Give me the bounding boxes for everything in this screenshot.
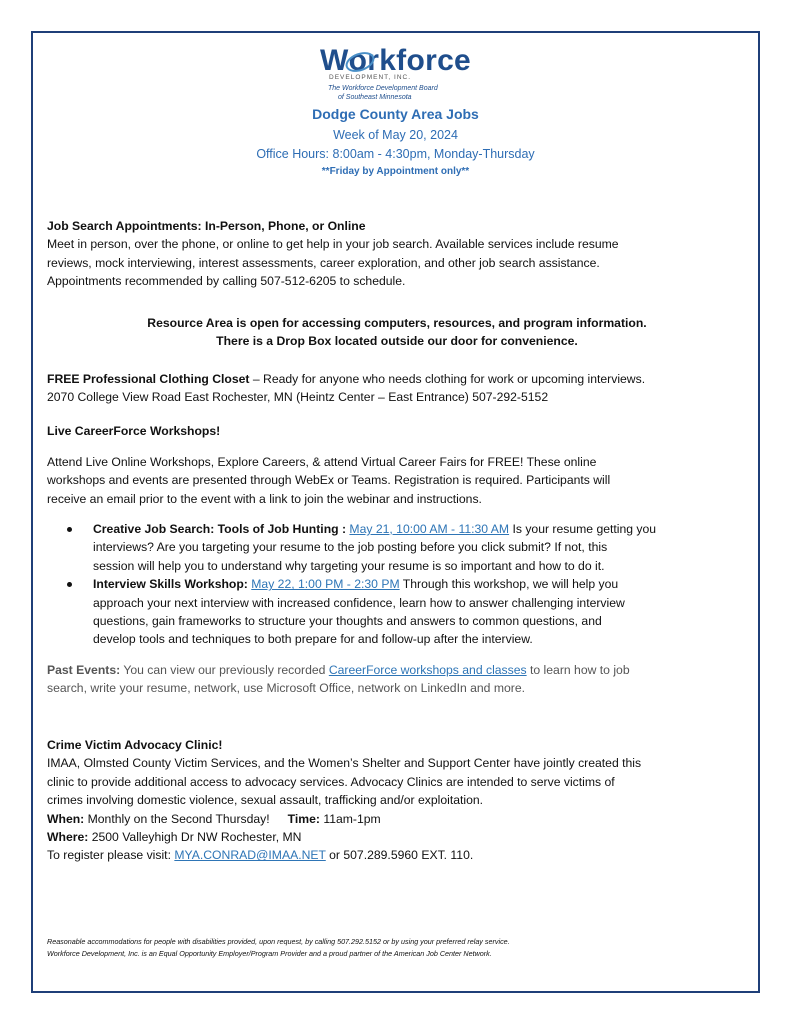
job-search-heading: Job Search Appointments: In-Person, Phone, or Online <box>47 219 366 233</box>
crime-text-line: crimes involving domestic violence, sexual assault, trafficking and/or exploitation. <box>47 793 484 808</box>
when-label: When: <box>47 811 85 826</box>
past-events-link[interactable]: CareerForce workshops and classes <box>328 663 527 677</box>
clothing-heading: FREE Professional Clothing Closet <box>47 372 250 386</box>
logo-subtitle: DEVELOPMENT, INC. <box>329 74 412 81</box>
workshops-heading: Live CareerForce Workshops! <box>47 424 221 438</box>
workshop-text: questions, gain frameworks to structure your thoughts and answers to common questions, and <box>93 614 602 629</box>
register-email-link[interactable]: MYA.CONRAD@IMAA.NET <box>174 848 326 863</box>
resource-line: There is a Drop Box located outside our door for convenience. <box>216 334 578 349</box>
where-label: Where: <box>47 830 89 845</box>
crime-text-line: clinic to provide additional access to advocacy services. Advocacy Clinics are intended to serve victims of <box>47 774 615 789</box>
resource-area-notice <box>47 314 747 351</box>
workforce-logo: Wo rkforce <box>319 44 472 77</box>
where-value: 2500 Valleyhigh Dr NW Rochester, MN <box>88 830 302 845</box>
clothing-address: 2070 College View Road East Rochester, MN (Heintz Center – East Entrance) 507-292-5152 <box>47 390 549 405</box>
bullet-icon <box>67 527 72 532</box>
past-events-text: to learn how to job <box>526 663 630 677</box>
register-text: or 507.289.5960 EXT. 110. <box>325 848 474 863</box>
workshop-title: Interview Skills Workshop: <box>93 577 252 592</box>
workshop-title: Creative Job Search: Tools of Job Hunting : <box>93 522 350 536</box>
logo-orbit-icon: o <box>349 44 368 78</box>
bullet-icon <box>67 582 72 587</box>
crime-victim-section <box>47 736 747 865</box>
clothing-text: – Ready for anyone who needs clothing for work or upcoming interviews. <box>249 372 646 386</box>
workshop-text: approach your next interview with increased confidence, learn how to answer challenging interview <box>93 595 625 610</box>
when-value: Monthly on the Second Thursday! <box>84 811 270 826</box>
time-value: 11am-1pm <box>319 811 381 826</box>
register-text: To register please visit: <box>47 848 175 863</box>
crime-text-line: IMAA, Olmsted County Victim Services, and the Women’s Shelter and Support Center have jointly created this <box>47 756 642 771</box>
crime-where <box>47 828 747 846</box>
workshops-intro <box>47 453 747 508</box>
workshop-date-link[interactable]: May 21, 10:00 AM - 11:30 AM <box>349 522 510 536</box>
workshop-item <box>93 520 783 575</box>
crime-heading: Crime Victim Advocacy Clinic! <box>47 738 223 752</box>
workshop-text: interviews? Are you targeting your resume to the job posting before you click submit? If not, this <box>93 540 608 555</box>
job-search-text-line: Meet in person, over the phone, or online to get help in your job search. Available services include resume <box>47 237 619 252</box>
crime-when-time <box>47 810 747 828</box>
past-events-text: You can view our previously recorded <box>120 663 329 677</box>
job-search-section <box>47 217 747 291</box>
crime-register <box>47 846 747 864</box>
footer-equal-opportunity: Workforce Development, Inc. is an Equal Opportunity Employer/Program Provider and a proud partner of the American Job Center Network. <box>47 949 492 958</box>
page-title: Dodge County Area Jobs <box>312 106 479 122</box>
past-events <box>47 661 747 698</box>
workshops-intro-line: workshops and events are presented through WebEx or Teams. Registration is required. Participants will <box>47 473 611 488</box>
workshop-date-link[interactable]: May 22, 1:00 PM - 2:30 PM <box>251 577 400 592</box>
past-events-label: Past Events: <box>47 663 121 677</box>
workshops-intro-line: Attend Live Online Workshops, Explore Careers, & attend Virtual Career Fairs for FREE! These online <box>47 455 597 469</box>
past-events-text: search, write your resume, network, use Microsoft Office, network on LinkedIn and more. <box>47 681 526 696</box>
workshop-text: Through this workshop, we will help you <box>399 577 619 592</box>
workshop-text: Is your resume getting you <box>509 522 657 536</box>
friday-note: **Friday by Appointment only** <box>321 166 470 177</box>
workshop-text: develop tools and techniques to both prepare for and follow-up after the interview. <box>93 632 533 647</box>
week-label: Week of May 20, 2024 <box>333 128 458 142</box>
workshop-list <box>47 520 783 649</box>
workshop-text: session will help you to understand why targeting your resume is so important and how to do it. <box>93 558 605 573</box>
workshop-item <box>93 575 783 649</box>
office-hours: Office Hours: 8:00am - 4:30pm, Monday-Thursday <box>256 147 535 161</box>
resource-line: Resource Area is open for accessing computers, resources, and program information. <box>147 316 647 330</box>
workshops-intro-line: receive an email prior to the event with a link to join the webinar and instructions. <box>47 491 482 506</box>
clothing-closet-section <box>47 370 747 407</box>
time-label: Time: <box>287 811 320 826</box>
footer-accommodations: Reasonable accommodations for people with disabilities provided, upon request, by calling 507.292.5152 or by using your preferred relay service. <box>47 937 510 946</box>
logo-tagline: The Workforce Development Board of Southeast Minnesota <box>328 85 438 101</box>
job-search-text-line: reviews, mock interviewing, interest assessments, career exploration, and other job search assistance. <box>47 255 600 270</box>
job-search-text-line: Appointments recommended by calling 507-512-6205 to schedule. <box>47 274 406 289</box>
